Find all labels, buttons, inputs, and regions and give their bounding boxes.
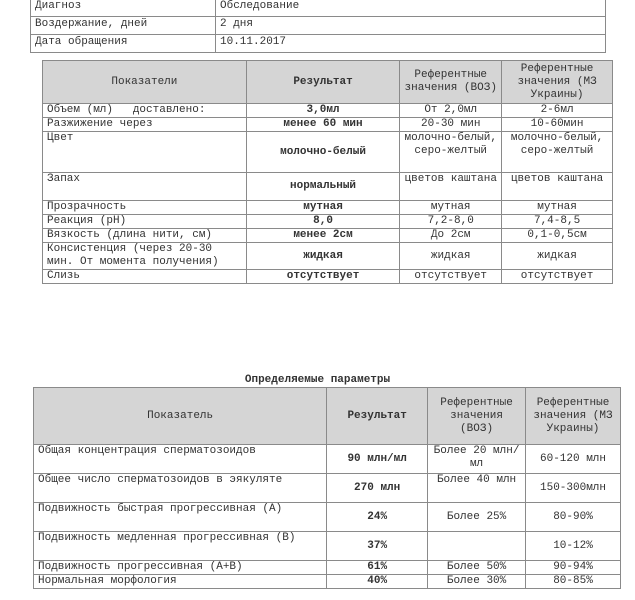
table-row-motility-a — [34, 503, 621, 532]
row-result: нормальный — [246, 173, 400, 201]
row-result: 3,0мл — [246, 104, 400, 118]
info-row-diagnosis — [31, 0, 606, 17]
row-ref-ukr: 2-6мл — [502, 104, 613, 118]
row-ref-ukr: 10-60мин — [502, 118, 613, 132]
row-ref-ukr: 7,4-8,5 — [502, 215, 613, 229]
info-value: 2 дня — [216, 17, 606, 35]
row-ref-ukr: 80-85% — [526, 575, 621, 589]
row-ref-who: Более 30% — [428, 575, 526, 589]
table-row-volume — [43, 104, 613, 118]
row-name: Реакция (pH) — [43, 215, 247, 229]
row-result: 270 млн — [327, 474, 428, 503]
row-name: Подвижность быстрая прогрессивная (А) — [34, 503, 327, 532]
row-name: Общая концентрация сперматозоидов — [34, 445, 327, 474]
table-row-consistency — [43, 243, 613, 270]
row-ref-ukr: 0,1-0,5см — [502, 229, 613, 243]
row-result: жидкая — [246, 243, 400, 270]
table-row-viscosity — [43, 229, 613, 243]
row-ref-who — [428, 532, 526, 561]
table-header-row — [34, 388, 621, 445]
table-row-motility-b — [34, 532, 621, 561]
table-row-total-count — [34, 474, 621, 503]
table-row-liquefaction — [43, 118, 613, 132]
row-ref-who: 20-30 мин — [400, 118, 502, 132]
info-row-date — [31, 35, 606, 53]
row-name: Вязкость (длина нити, см) — [43, 229, 247, 243]
info-label: Дата обращения — [31, 35, 216, 53]
row-ref-who: Более 50% — [428, 561, 526, 575]
row-ref-ukr: 90-94% — [526, 561, 621, 575]
row-name: Объем (мл) доставлено: — [43, 104, 247, 118]
row-ref-who: мутная — [400, 201, 502, 215]
row-result: 37% — [327, 532, 428, 561]
section-title: Определяемые параметры — [244, 374, 391, 386]
row-ref-ukr: 80-90% — [526, 503, 621, 532]
row-ref-ukr: мутная — [502, 201, 613, 215]
header-ref-ukr: Референтные значения (МЗ Украины) — [526, 388, 621, 445]
table-row-mucus — [43, 270, 613, 284]
row-name: Подвижность прогрессивная (А+В) — [34, 561, 327, 575]
row-name: Прозрачность — [43, 201, 247, 215]
row-result: отсутствует — [246, 270, 400, 284]
row-name: Разжижение через — [43, 118, 247, 132]
info-value: 10.11.2017 — [216, 35, 606, 53]
header-indicator: Показатель — [34, 388, 327, 445]
row-name: Подвижность медленная прогрессивная (В) — [34, 532, 327, 561]
row-ref-ukr: 10-12% — [526, 532, 621, 561]
row-result: менее 2см — [246, 229, 400, 243]
row-result: 61% — [327, 561, 428, 575]
macroscopic-table — [42, 60, 613, 284]
table-row-concentration — [34, 445, 621, 474]
row-ref-who: Более 20 млн/мл — [428, 445, 526, 474]
table-row-transparency — [43, 201, 613, 215]
row-ref-ukr: молочно-белый, серо-желтый — [502, 132, 613, 173]
table-row-odor — [43, 173, 613, 201]
row-name: Нормальная морфология — [34, 575, 327, 589]
row-result: 8,0 — [246, 215, 400, 229]
row-ref-ukr: цветов каштана — [502, 173, 613, 201]
info-label: Воздержание, дней — [31, 17, 216, 35]
table-row-motility-ab — [34, 561, 621, 575]
header-indicator: Показатели — [43, 61, 247, 104]
row-ref-who: жидкая — [400, 243, 502, 270]
table-header-row — [43, 61, 613, 104]
table-row-morphology — [34, 575, 621, 589]
info-value: Обследование — [216, 0, 606, 17]
row-ref-who: цветов каштана — [400, 173, 502, 201]
row-name: Консистенция (через 20-30 мин. От момента получения) — [43, 243, 247, 270]
row-result: 90 млн/мл — [327, 445, 428, 474]
row-name: Цвет — [43, 132, 247, 173]
row-ref-who: отсутствует — [400, 270, 502, 284]
info-row-abstinence — [31, 17, 606, 35]
row-ref-ukr: 150-300млн — [526, 474, 621, 503]
patient-info-table — [30, 0, 606, 53]
table-row-ph — [43, 215, 613, 229]
row-ref-who: Более 40 млн — [428, 474, 526, 503]
row-result: молочно-белый — [246, 132, 400, 173]
row-ref-who: До 2см — [400, 229, 502, 243]
row-result: мутная — [246, 201, 400, 215]
row-name: Слизь — [43, 270, 247, 284]
parameters-table — [33, 387, 621, 589]
row-ref-who: От 2,0мл — [400, 104, 502, 118]
row-name: Общее число сперматозоидов в эякуляте — [34, 474, 327, 503]
header-result: Результат — [246, 61, 400, 104]
header-ref-who: Референтные значения (ВОЗ) — [428, 388, 526, 445]
info-label: Диагноз — [31, 0, 216, 17]
row-ref-ukr: жидкая — [502, 243, 613, 270]
header-result: Результат — [327, 388, 428, 445]
row-ref-who: 7,2-8,0 — [400, 215, 502, 229]
row-ref-who: молочно-белый, серо-желтый — [400, 132, 502, 173]
header-ref-who: Референтные значения (ВОЗ) — [400, 61, 502, 104]
row-ref-ukr: 60-120 млн — [526, 445, 621, 474]
table-row-color — [43, 132, 613, 173]
row-ref-ukr: отсутствует — [502, 270, 613, 284]
row-name: Запах — [43, 173, 247, 201]
row-ref-who: Более 25% — [428, 503, 526, 532]
row-result: 40% — [327, 575, 428, 589]
header-ref-ukr: Референтные значения (МЗ Украины) — [502, 61, 613, 104]
row-result: 24% — [327, 503, 428, 532]
row-result: менее 60 мин — [246, 118, 400, 132]
